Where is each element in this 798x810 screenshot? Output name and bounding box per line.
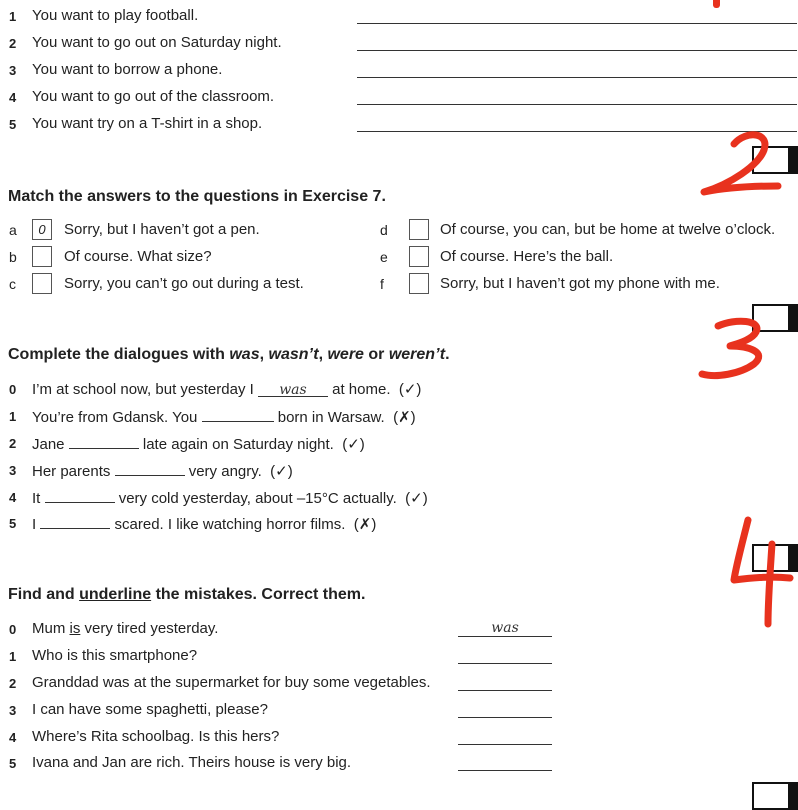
item-number: 4 [9, 90, 17, 105]
match-letter: d [380, 222, 388, 238]
item-number: 0 [9, 622, 17, 637]
dialogue-blank[interactable] [45, 488, 115, 503]
match-answer-box[interactable]: 0 [32, 219, 52, 240]
answer-line[interactable] [357, 77, 797, 78]
item-number: 3 [9, 703, 17, 718]
item-text: You want to play football. [32, 7, 199, 24]
handwritten-2-icon [700, 128, 780, 200]
correction-field[interactable] [458, 690, 552, 691]
score-box-tab [788, 782, 798, 810]
dialogues-heading: Complete the dialogues with was, wasn’t, were or weren’t. [8, 346, 450, 363]
item-text: You want to go out of the classroom. [32, 88, 275, 105]
match-answer-box[interactable] [409, 219, 429, 240]
match-answer-box[interactable] [409, 273, 429, 294]
match-letter: a [9, 222, 17, 238]
item-number: 4 [9, 730, 17, 745]
item-text: You want try on a T-shirt in a shop. [32, 115, 263, 132]
match-answer-box[interactable] [409, 246, 429, 267]
match-text: Sorry, you can’t go out during a test. [64, 275, 304, 292]
item-text: You want to borrow a phone. [32, 61, 223, 78]
match-letter: f [380, 276, 384, 292]
mistake-sentence: Where’s Rita schoolbag. Is this hers? [32, 728, 280, 745]
item-number: 5 [9, 117, 17, 132]
score-box-tab [788, 146, 798, 174]
dialogue-blank[interactable] [115, 461, 185, 476]
dialogue-item: You’re from Gdansk. You born in Warsaw. (✗) [32, 409, 416, 426]
item-number: 1 [9, 649, 17, 664]
item-number: 3 [9, 63, 17, 78]
item-number: 3 [9, 463, 17, 478]
correction-field[interactable] [458, 663, 552, 664]
match-letter: c [9, 276, 16, 292]
dialogue-blank[interactable] [202, 407, 274, 422]
handwritten-3-icon [696, 316, 776, 384]
correction-field[interactable] [458, 744, 552, 745]
mistakes-heading: Find and underline the mistakes. Correct them. [8, 586, 366, 603]
dialogue-blank[interactable] [69, 434, 139, 449]
mistake-sentence: Granddad was at the supermarket for buy some vegetables. [32, 674, 431, 691]
dialogue-item: I’m at school now, but yesterday I was at home. (✓) [32, 381, 422, 398]
item-number: 2 [9, 436, 17, 451]
dialogue-blank[interactable]: was [258, 382, 328, 397]
item-number: 1 [9, 9, 17, 24]
correction-field[interactable] [458, 717, 552, 718]
answer-line[interactable] [357, 104, 797, 105]
correction-field[interactable] [458, 770, 552, 771]
mistake-sentence: Mum is very tired yesterday. [32, 620, 219, 637]
match-letter: e [380, 249, 388, 265]
match-answer-box[interactable] [32, 273, 52, 294]
match-text: Sorry, but I haven’t got a pen. [64, 221, 260, 238]
dialogue-item: I scared. I like watching horror films. (✗) [32, 516, 377, 533]
item-number: 2 [9, 36, 17, 51]
match-text: Of course. What size? [64, 248, 212, 265]
answer-line[interactable] [357, 50, 797, 51]
handwritten-4-icon [728, 514, 798, 634]
match-letter: b [9, 249, 17, 265]
match-heading: Match the answers to the questions in Exercise 7. [8, 188, 386, 205]
mistake-sentence: Ivana and Jan are rich. Theirs house is very big. [32, 754, 352, 771]
item-number: 4 [9, 490, 17, 505]
match-text: Sorry, but I haven’t got my phone with me. [440, 275, 720, 292]
answer-line[interactable] [357, 23, 797, 24]
mistake-sentence: I can have some spaghetti, please? [32, 701, 268, 718]
item-number: 1 [9, 409, 17, 424]
red-mark-fragment [713, 0, 720, 8]
item-number: 5 [9, 756, 17, 771]
correction-field[interactable]: was [458, 620, 552, 637]
match-text: Of course. Here’s the ball. [440, 248, 614, 265]
item-number: 0 [9, 382, 17, 397]
dialogue-item: It very cold yesterday, about –15°C actually. (✓) [32, 490, 428, 507]
dialogue-item: Jane late again on Saturday night. (✓) [32, 436, 365, 453]
dialogue-blank[interactable] [40, 514, 110, 529]
item-number: 5 [9, 516, 17, 531]
match-text: Of course, you can, but be home at twelve o’clock. [440, 221, 776, 238]
mistake-sentence: Who is this smartphone? [32, 647, 198, 664]
match-answer-box[interactable] [32, 246, 52, 267]
score-box-tab [788, 304, 798, 332]
dialogue-item: Her parents very angry. (✓) [32, 463, 293, 480]
item-text: You want to go out on Saturday night. [32, 34, 282, 51]
item-number: 2 [9, 676, 17, 691]
